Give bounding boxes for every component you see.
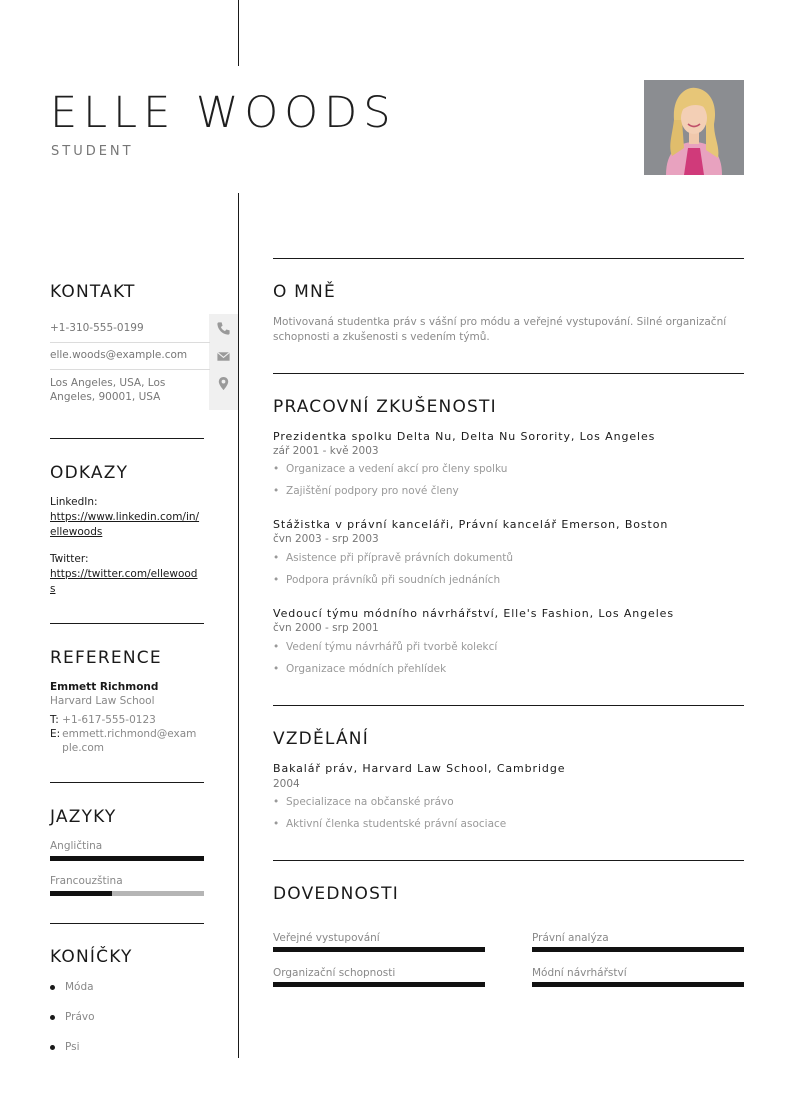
references-heading: REFERENCE (50, 648, 162, 668)
section-divider (273, 705, 744, 706)
bullet-dot-icon (50, 1045, 55, 1050)
job-dates: zář 2001 - kvě 2003 (273, 445, 379, 457)
language-level-bar (50, 856, 204, 861)
contact-email[interactable]: elle.woods@example.com (50, 349, 188, 361)
reference-name: Emmett Richmond (50, 681, 159, 693)
section-divider (50, 623, 204, 624)
reference-email-label: E: (50, 728, 61, 740)
hobby-item: Móda (50, 981, 94, 993)
contact-address: Los Angeles, USA, Los Angeles, 90001, USA (50, 377, 166, 403)
job-bullet: • Organizace a vedení akcí pro členy spolku (273, 463, 508, 475)
contact-divider (50, 342, 210, 343)
envelope-icon (216, 349, 231, 364)
language-level-fill (50, 891, 112, 896)
linkedin-label: LinkedIn: (50, 496, 98, 508)
language-name: Angličtina (50, 840, 103, 852)
skill-level-bar (532, 982, 744, 987)
contact-phone[interactable]: +1-310-555-0199 (50, 322, 144, 334)
hobbies-heading: KONÍČKY (50, 947, 133, 967)
education-heading: VZDĚLÁNÍ (273, 729, 369, 749)
vertical-divider-top (238, 0, 239, 66)
skill-level-bar (532, 947, 744, 952)
education-bullet: • Specializace na občanské právo (273, 796, 454, 808)
job-bullet: • Zajištění podpory pro nové členy (273, 485, 459, 497)
skill-name: Módní návrhářství (532, 967, 627, 979)
bullet-dot-icon: • (273, 574, 280, 586)
reference-email (50, 727, 206, 755)
education-title: Bakalář práv, Harvard Law School, Cambridge (273, 762, 566, 775)
bullet-dot-icon: • (273, 641, 280, 653)
section-divider (50, 438, 204, 439)
skill-level-bar (273, 982, 485, 987)
hobby-item: Právo (50, 1011, 95, 1023)
section-divider (273, 373, 744, 374)
about-heading: O MNĚ (273, 282, 336, 302)
skill-name: Právní analýza (532, 932, 609, 944)
bullet-dot-icon: • (273, 485, 280, 497)
vertical-divider-main (238, 193, 239, 1058)
section-divider (50, 782, 204, 783)
location-pin-icon (216, 376, 231, 391)
about-text: Motivovaná studentka práv s vášní pro módu a veřejné vystupování. Silné organizační schopnosti a zkušenosti s vedením týmů. (273, 316, 727, 343)
reference-phone-label: T: (50, 714, 59, 726)
job-title: Stážistka v právní kanceláři, Právní kancelář Emerson, Boston (273, 518, 669, 531)
twitter-label: Twitter: (50, 553, 89, 565)
bullet-dot-icon: • (273, 818, 280, 830)
bullet-dot-icon: • (273, 552, 280, 564)
skill-name: Veřejné vystupování (273, 932, 380, 944)
twitter-link[interactable]: https://twitter.com/ellewoods (50, 568, 198, 595)
section-divider (50, 923, 204, 924)
job-title: Vedoucí týmu módního návrhářství, Elle's Fashion, Los Angeles (273, 607, 674, 620)
reference-phone-value[interactable]: +1-617-555-0123 (62, 714, 156, 726)
links-heading: ODKAZY (50, 463, 129, 483)
reference-email-value[interactable]: emmett.richmond@example.com (62, 728, 197, 754)
skills-heading: DOVEDNOSTI (273, 884, 399, 904)
language-level-fill (50, 856, 204, 861)
hobby-item: Psi (50, 1041, 80, 1053)
job-bullet: • Podpora právníků při soudních jednáních (273, 574, 501, 586)
bullet-dot-icon: • (273, 663, 280, 675)
section-divider (273, 258, 744, 259)
bullet-dot-icon: • (273, 463, 280, 475)
language-name: Francouzština (50, 875, 123, 887)
job-dates: čvn 2003 - srp 2003 (273, 533, 379, 545)
contact-heading: KONTAKT (50, 282, 136, 302)
languages-heading: JAZYKY (50, 807, 117, 827)
resume-role: STUDENT (51, 144, 134, 159)
job-title: Prezidentka spolku Delta Nu, Delta Nu Sorority, Los Angeles (273, 430, 656, 443)
job-bullet: • Vedení týmu návrhářů při tvorbě kolekcí (273, 641, 498, 653)
resume-name: ELLE WOODS (50, 88, 397, 138)
section-divider (273, 860, 744, 861)
reference-phone (50, 713, 206, 727)
phone-icon (216, 321, 231, 336)
contact-divider (50, 369, 210, 370)
education-year: 2004 (273, 778, 300, 790)
profile-photo (644, 80, 744, 175)
bullet-dot-icon (50, 1015, 55, 1020)
bullet-dot-icon: • (273, 796, 280, 808)
education-bullet: • Aktivní členka studentské právní asociace (273, 818, 507, 830)
job-dates: čvn 2000 - srp 2001 (273, 622, 379, 634)
job-bullet: • Asistence při přípravě právních dokumentů (273, 552, 513, 564)
experience-heading: PRACOVNÍ ZKUŠENOSTI (273, 397, 497, 417)
linkedin-link[interactable]: https://www.linkedin.com/in/ellewoods (50, 511, 200, 538)
language-level-bar (50, 891, 204, 896)
skill-name: Organizační schopnosti (273, 967, 396, 979)
reference-organization: Harvard Law School (50, 695, 155, 707)
job-bullet: • Organizace módních přehlídek (273, 663, 447, 675)
bullet-dot-icon (50, 985, 55, 990)
skill-level-bar (273, 947, 485, 952)
